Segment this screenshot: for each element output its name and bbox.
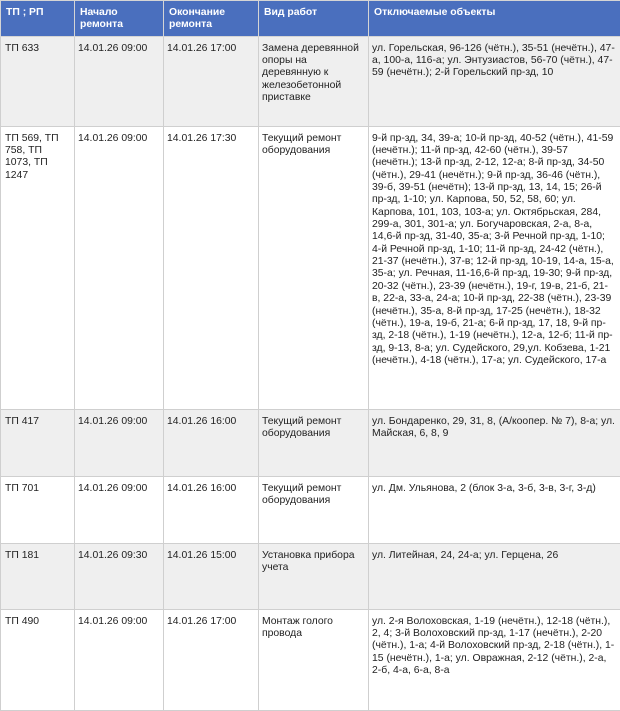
cell-objects: ул. Бондаренко, 29, 31, 8, (А/коопер. № 7), 8-а; ул. Майская, 6, 8, 9 [369,409,620,476]
table-row [1,543,620,609]
cell-objects: ул. 2-я Волоховская, 1-19 (нечётн.), 12-18 (чётн.), 2, 4; 3-й Волоховский пр-зд, 1-17 (нечётн.), 2-20 (чётн.), 1-а; 4-й Волоховский пр-зд, 2-18 (чётн.), 1-15 (нечётн.), 1-а; ул. Овражная, 2-12 (чётн.), 2-а, 2-б, 4-а, 6-а, 8-а [369,609,620,710]
cell-tp: ТП 701 [1,476,75,543]
table-row [1,126,620,409]
header-tp: ТП ; РП [1,1,75,37]
cell-tp: ТП 181 [1,543,75,609]
table-row [1,476,620,543]
cell-start: 14.01.26 09:00 [75,476,164,543]
cell-tp: ТП 417 [1,409,75,476]
table-header [1,1,620,37]
cell-end: 14.01.26 16:00 [164,476,259,543]
table-row [1,36,620,126]
cell-start: 14.01.26 09:00 [75,609,164,710]
table-row [1,409,620,476]
cell-objects: 9-й пр-зд, 34, 39-а; 10-й пр-зд, 40-52 (чётн.), 41-59 (нечётн.); 11-й пр-зд, 42-60 (чётн.), 39-57 (нечётн.); 13-й пр-зд, 2-12, 12-а; 8-й пр-зд, 34-50 (чётн.), 29-41 (нечётн.); 9-й пр-зд, 36-46 (чётн.), 39-б, 39-51 (нечётн); 13-й пр-зд, 13, 14, 15; 26-й пр-зд, 1-10; ул. Карпова, 50, 52, 58, 60; ул. Карпова, 101, 103, 103-а; ул. Октябрьская, 284, 299-а, 301, 301-а; ул. Богучаровская, 2-а, 8-а, 14,6-й пр-зд, 31-40, 35-а; 3-й Речной пр-зд, 1-10; 4-й Речной пр-зд, 1-10; 11-й пр-зд, 24-42 (чётн.), 21-37 (нечётн.), 37-в; 12-й пр-зд, 10-19, 14-а, 15-а, 35-а; ул. Речная, 11-16,6-й пр-зд, 19-30; 9-й пр-зд, 20-32 (чётн.), 23-39 (нечётн.), 19-г, 19-в, 21-б, 21-в, 22-а, 33-а, 24-а; 10-й пр-зд, 22-38 (чётн.), 23-39 (нечётн.), 35-а, 8-й пр-зд, 17-25 (нечётн.), 18-32 (чётн.), 19-а, 19-б, 21-а; 6-й пр-зд, 17, 18, 9-й пр-зд, 2-18 (чётн.), 1-19 (нечётн.), 12-а, 12-б; 11-й пр-зд, 9-13, 8-а; ул. Судейского, 29,ул. Кобзева, 1-21 (нечётн.), 4-18 (чётн.), 17-а; ул. Судейского, 17-а [369,126,620,409]
cell-tp: ТП 569, ТП 758, ТП 1073, ТП 1247 [1,126,75,409]
cell-work-type: Монтаж голого провода [259,609,369,710]
cell-start: 14.01.26 09:00 [75,36,164,126]
cell-end: 14.01.26 15:00 [164,543,259,609]
header-work-type: Вид работ [259,1,369,37]
cell-objects: ул. Литейная, 24, 24-а; ул. Герцена, 26 [369,543,620,609]
cell-start: 14.01.26 09:30 [75,543,164,609]
cell-end: 14.01.26 17:30 [164,126,259,409]
cell-work-type: Текущий ремонт оборудования [259,476,369,543]
cell-objects: ул. Горельская, 96-126 (чётн.), 35-51 (нечётн.), 47-а, 100-а, 116-а; ул. Энтузиастов, 56-70 (чётн.), 47-59 (нечётн.); 2-й Горельский пр-зд, 10 [369,36,620,126]
cell-objects: ул. Дм. Ульянова, 2 (блок 3-а, 3-б, 3-в, 3-г, 3-д) [369,476,620,543]
header-objects: Отключаемые объекты [369,1,620,37]
cell-end: 14.01.26 16:00 [164,409,259,476]
table-row [1,609,620,710]
cell-work-type: Текущий ремонт оборудования [259,409,369,476]
cell-end: 14.01.26 17:00 [164,36,259,126]
cell-end: 14.01.26 17:00 [164,609,259,710]
cell-start: 14.01.26 09:00 [75,126,164,409]
cell-tp: ТП 633 [1,36,75,126]
header-start: Начало ремонта [75,1,164,37]
cell-start: 14.01.26 09:00 [75,409,164,476]
cell-tp: ТП 490 [1,609,75,710]
cell-work-type: Замена деревянной опоры на деревянную к железобетонной приставке [259,36,369,126]
header-end: Окончание ремонта [164,1,259,37]
cell-work-type: Установка прибора учета [259,543,369,609]
cell-work-type: Текущий ремонт оборудования [259,126,369,409]
